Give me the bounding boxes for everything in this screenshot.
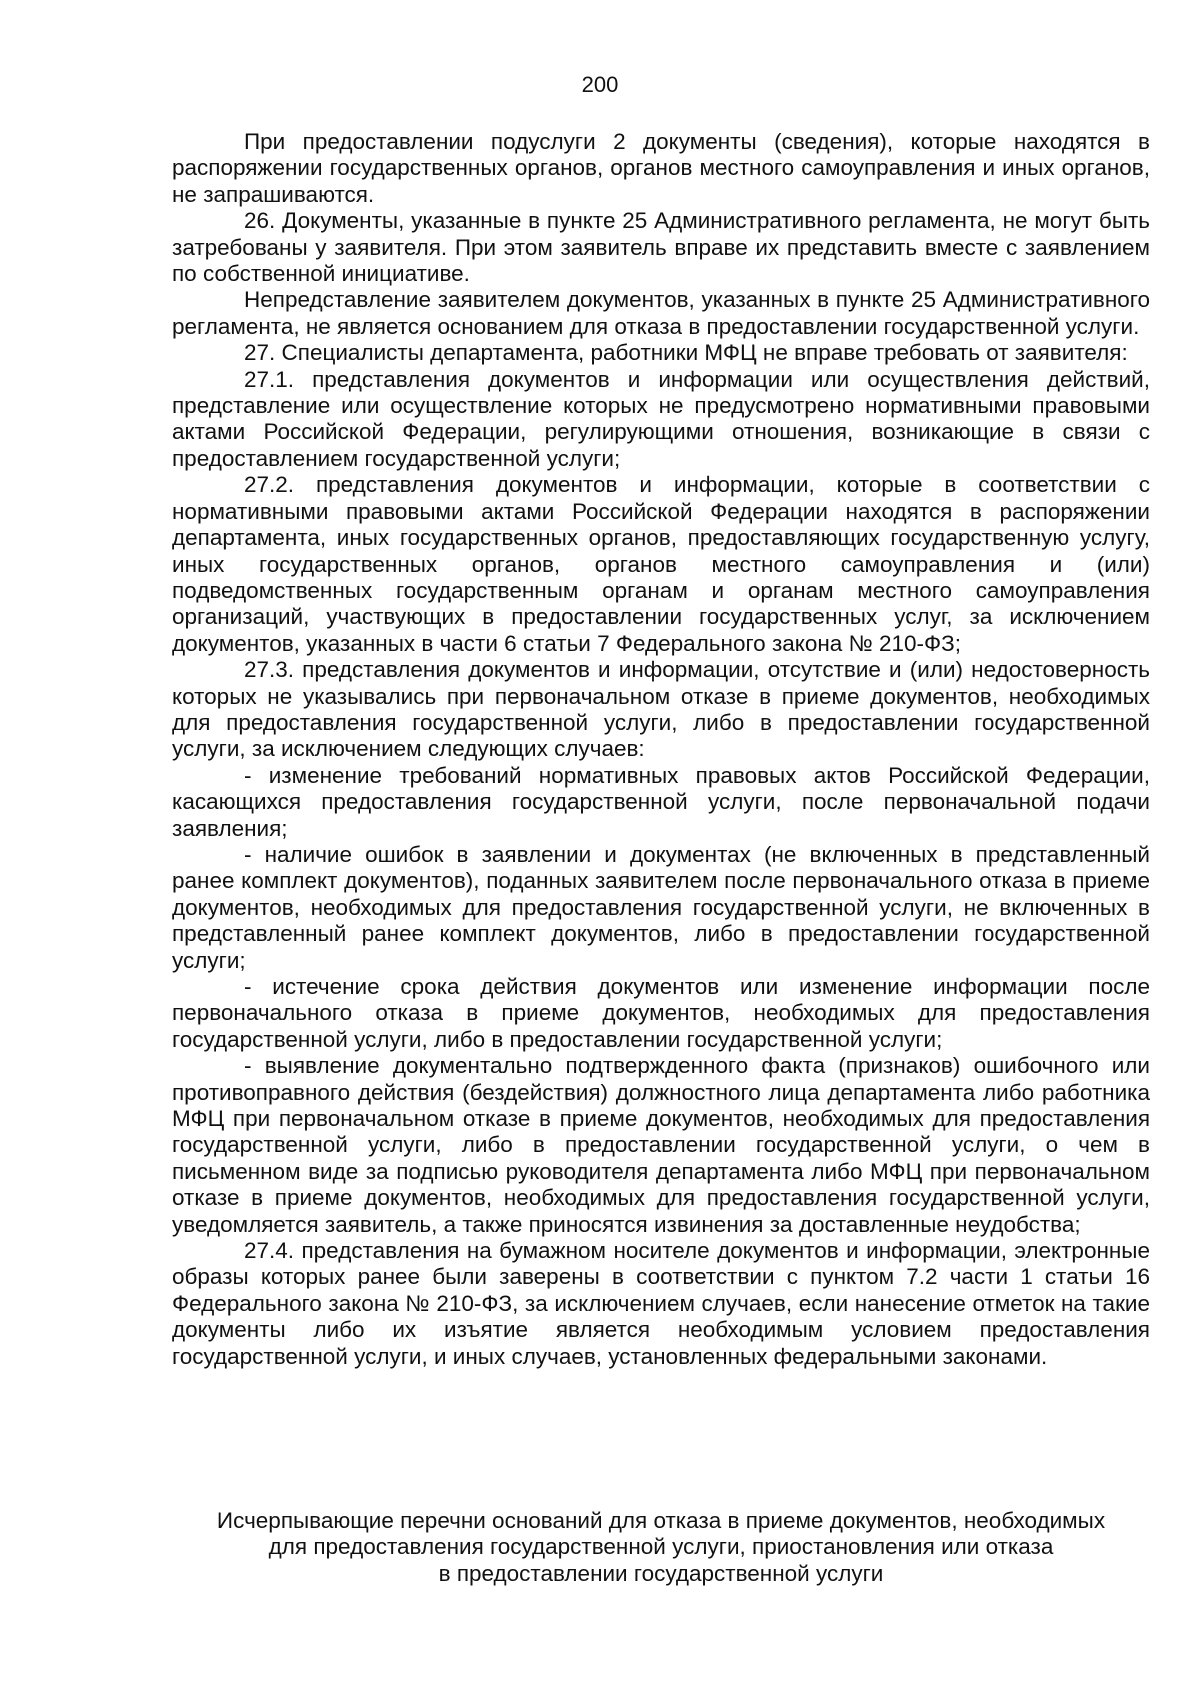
paragraph-27-1: 27.1. представления документов и информации или осуществления действий, представление или осуществление которых не предусмотрено нормативными правовыми актами Российской Федерации, регулирующими отношения, возникающие в связи с предоставлением государственной услуги;: [172, 366, 1150, 471]
paragraph-27-4: 27.4. представления на бумажном носителе документов и информации, электронные образы которых ранее были заверены в соответствии с пунктом 7.2 части 1 статьи 16 Федерального закона № 210-ФЗ, за исключением случаев, если нанесение отметок на такие документы либо их изъятие является необходимым условием предоставления государственной услуги, и иных случаев, установленных федеральными законами.: [172, 1238, 1150, 1369]
list-item-errors-in-application: - наличие ошибок в заявлении и документах (не включенных в представленный ранее комплект документов), поданных заявителем после первоначального отказа в приеме документов, необходимых для предоставления государственной услуги, не включенных в представленный ранее комплект документов, либо в предоставлении государственной услуги;: [172, 841, 1150, 973]
section-heading-line: для предоставления государственной услуги, приостановления или отказа: [268, 1534, 1054, 1560]
page-number: 200: [581, 72, 619, 97]
list-item-erroneous-action: - выявление документально подтвержденного факта (признаков) ошибочного или противоправного действия (бездействия) должностного лица департамента либо работника МФЦ при первоначальном отказе в приеме документов, необходимых для предоставления государственной услуги, либо в предоставлении государственной услуги, о чем в письменном виде за подписью руководителя департамента либо МФЦ при первоначальном отказе в приеме документов, необходимых для предоставления государственной услуги, уведомляется заявитель, а также приносятся извинения за доставленные неудобства;: [172, 1053, 1150, 1237]
paragraph-27: 27. Специалисты департамента, работники МФЦ не вправе требовать от заявителя:: [244, 340, 1128, 366]
section-heading: [172, 1508, 1150, 1587]
paragraph-non-submission: Непредставление заявителем документов, указанных в пункте 25 Административного регламента, не является основанием для отказа в предоставлении государственной услуги.: [172, 287, 1150, 339]
paragraph-27-3: 27.3. представления документов и информации, отсутствие и (или) недостоверность которых не указывались при первоначальном отказе в приеме документов, необходимых для предоставления государственной услуги, либо в предоставлении государственной услуги, за исключением следующих случаев:: [172, 657, 1150, 762]
section-heading-line: Исчерпывающие перечни оснований для отказа в приеме документов, необходимых: [216, 1508, 1106, 1533]
list-item-expiration: - истечение срока действия документов или изменение информации после первоначального отказа в приеме документов, необходимых для предоставления государственной услуги, либо в предоставлении государственной услуги;: [172, 974, 1150, 1052]
paragraph-27-2: 27.2. представления документов и информации, которые в соответствии с нормативными правовыми актами Российской Федерации находятся в распоряжении департамента, иных государственных органов, предоставляющих государственную услугу, иных государственных органов, органов местного самоуправления и (или) подведомственных государственным органам и органам местного самоуправления организаций, участвующих в предоставлении государственных услуг, за исключением документов, указанных в части 6 статьи 7 Федерального закона № 210-ФЗ;: [172, 472, 1150, 656]
paragraph-subservice-2-documents: При предоставлении подуслуги 2 документы (сведения), которые находятся в распоряжении государственных органов, органов местного самоуправления и иных органов, не запрашиваются.: [172, 129, 1150, 207]
section-heading-line: в предоставлении государственной услуги: [438, 1560, 884, 1586]
list-item-requirements-change: - изменение требований нормативных правовых актов Российской Федерации, касающихся предоставления государственной услуги, после первоначальной подачи заявления;: [172, 762, 1150, 841]
paragraph-26: 26. Документы, указанные в пункте 25 Административного регламента, не могут быть затребованы у заявителя. При этом заявитель вправе их представить вместе с заявлением по собственной инициативе.: [172, 208, 1150, 287]
document-body: [172, 129, 1150, 1370]
